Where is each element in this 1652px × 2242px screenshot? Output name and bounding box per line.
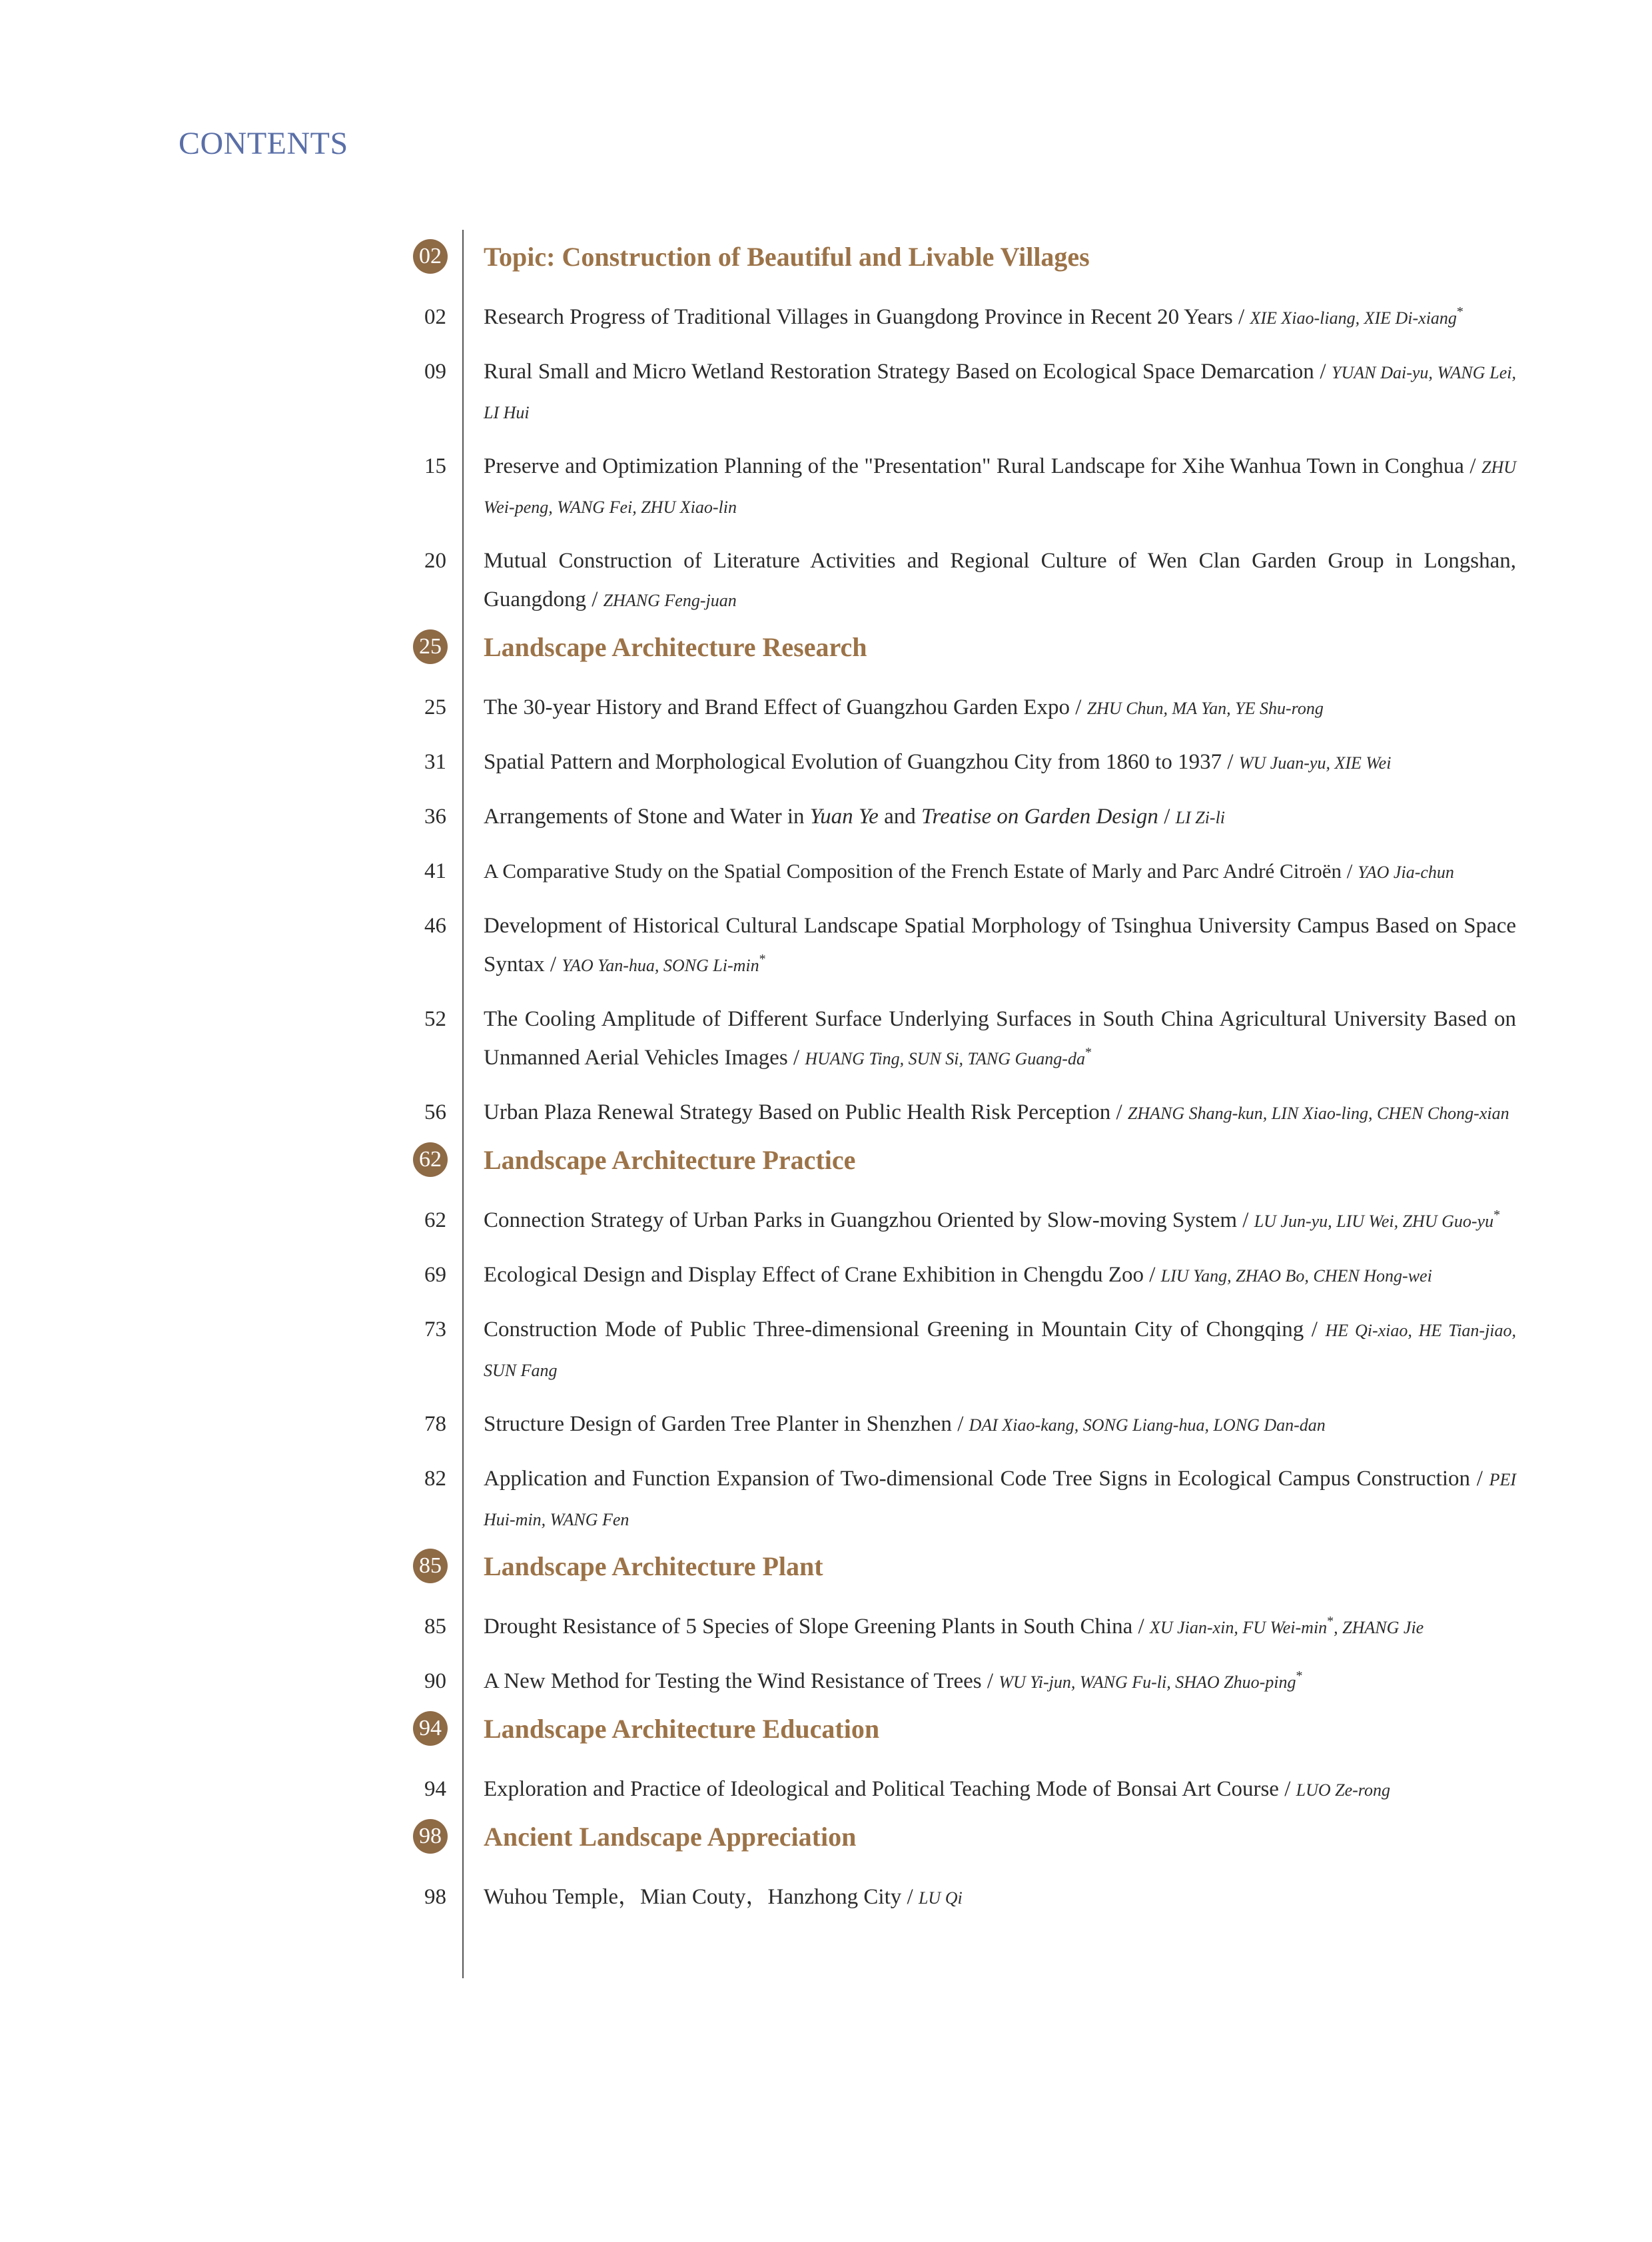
entry-authors: WU Yi-jun, WANG Fu-li, SHAO Zhuo-ping	[999, 1673, 1296, 1692]
entry-page: 46	[424, 914, 446, 938]
entry-authors: ZHU Wei-peng, WANG Fei, ZHU Xiao-lin	[484, 458, 1517, 517]
toc-entry[interactable]	[373, 743, 1519, 783]
separator: /	[1342, 859, 1358, 883]
separator: /	[1222, 750, 1239, 774]
entry-authors: YAO Jia-chun	[1358, 863, 1454, 882]
entry-page: 25	[424, 695, 446, 719]
entry-title: Connection Strategy of Urban Parks in Guangzhou Oriented by Slow-moving System	[484, 1208, 1238, 1232]
entry-title: Spatial Pattern and Morphological Evolution of Guangzhou City from 1860 to 1937	[484, 750, 1222, 774]
entry-authors: LUO Ze-rong	[1296, 1780, 1390, 1800]
entry-title: Exploration and Practice of Ideological and Political Teaching Mode of Bonsai Art Course	[484, 1777, 1279, 1801]
entry-title: Development of Historical Cultural Landscape Spatial Morphology of Tsinghua University Campus Based on Space Syntax	[484, 914, 1516, 976]
entry-authors: PEI Hui-min, WANG Fen	[484, 1470, 1517, 1529]
toc-entry[interactable]	[373, 1770, 1519, 1810]
corresponding-mark: *	[1493, 1208, 1501, 1222]
corresponding-mark: *	[1456, 304, 1463, 319]
separator: /	[586, 587, 604, 611]
entry-title: A Comparative Study on the Spatial Composition of the French Estate of Marly and Parc André Citroën	[484, 859, 1342, 883]
section-header	[373, 1133, 1519, 1186]
separator: /	[951, 1412, 969, 1436]
toc-entry[interactable]	[373, 1405, 1519, 1445]
separator: /	[981, 1669, 999, 1693]
entry-authors: ZHANG Shang-kun, LIN Xiao-ling, CHEN Chong-xian	[1127, 1104, 1509, 1123]
entry-page: 94	[424, 1777, 446, 1801]
section-title[interactable]: Topic: Construction of Beautiful and Livable Villages	[484, 241, 1090, 272]
section-title[interactable]: Landscape Architecture Research	[484, 631, 867, 662]
entry-title: Ecological Design and Display Effect of Crane Exhibition in Chengdu Zoo	[484, 1263, 1144, 1287]
section-header	[373, 1810, 1519, 1863]
entry-page: 98	[424, 1885, 446, 1909]
section-header	[373, 1702, 1519, 1755]
toc-entry[interactable]	[373, 1310, 1519, 1390]
section-page-badge: 62	[413, 1142, 448, 1177]
entry-title: Application and Function Expansion of Two-dimensional Code Tree Signs in Ecological Campus Construction	[484, 1467, 1471, 1491]
corresponding-mark: *	[759, 952, 766, 966]
entry-page: 85	[424, 1615, 446, 1639]
toc-entry[interactable]	[373, 1256, 1519, 1296]
separator: /	[1132, 1615, 1150, 1639]
section-title[interactable]: Ancient Landscape Appreciation	[484, 1821, 857, 1852]
entry-authors: LI Zi-li	[1175, 808, 1226, 827]
entry-page: 56	[424, 1100, 446, 1124]
entry-page: 15	[424, 454, 446, 478]
toc-entry[interactable]	[373, 1607, 1519, 1647]
separator: /	[1237, 1208, 1254, 1232]
section-header	[373, 1539, 1519, 1593]
separator: /	[1070, 695, 1087, 719]
separator: /	[1110, 1100, 1128, 1124]
entry-authors: HE Qi-xiao, HE Tian-jiao, SUN Fang	[484, 1321, 1517, 1380]
entry-authors: LU Jun-yu, LIU Wei, ZHU Guo-yu	[1254, 1212, 1494, 1231]
entry-title: Structure Design of Garden Tree Planter in Shenzhen	[484, 1412, 952, 1436]
entry-page: 09	[424, 360, 446, 384]
entry-page: 31	[424, 750, 446, 774]
entry-title: The Cooling Amplitude of Different Surface Underlying Surfaces in South China Agricultural University Based on Unmanned Aerial Vehicles Images	[484, 1007, 1516, 1070]
toc-entry[interactable]: 36 Arrangements of Stone and Water in Yuan Ye and Treatise on Garden Design / LI Zi-li	[373, 797, 1519, 837]
toc-entry[interactable]	[373, 1093, 1519, 1133]
toc-entry[interactable]	[373, 907, 1519, 985]
entry-page: 52	[424, 1007, 446, 1031]
entry-authors: XU Jian-xin, FU Wei-min	[1149, 1618, 1328, 1637]
corresponding-mark: *	[1327, 1614, 1334, 1629]
entry-title: Mutual Construction of Literature Activities and Regional Culture of Wen Clan Garden Group in Longshan, Guangdong	[484, 549, 1516, 611]
toc-entry[interactable]	[373, 688, 1519, 728]
entry-authors: HUANG Ting, SUN Si, TANG Guang-da	[805, 1049, 1085, 1068]
entry-title: Drought Resistance of 5 Species of Slope Greening Plants in South China	[484, 1615, 1133, 1639]
section-page-badge: 98	[413, 1819, 448, 1854]
book-title: Treatise on Garden Design	[921, 805, 1158, 829]
table-of-contents	[373, 230, 1519, 1918]
entry-title: Preserve and Optimization Planning of the "Presentation" Rural Landscape for Xihe Wanhua Town in Conghua	[484, 454, 1464, 478]
entry-title: Research Progress of Traditional Villages in Guangdong Province in Recent 20 Years	[484, 305, 1233, 329]
entry-title: A New Method for Testing the Wind Resistance of Trees	[484, 1669, 982, 1693]
entry-title: Wuhou Temple，Mian Couty，Hanzhong City	[484, 1885, 902, 1909]
entry-page: 41	[424, 859, 446, 883]
section-header	[373, 230, 1519, 283]
entry-page: 82	[424, 1467, 446, 1491]
separator: /	[1463, 454, 1481, 478]
separator: /	[1144, 1263, 1161, 1287]
section-page-badge: 94	[413, 1711, 448, 1746]
toc-entry[interactable]	[373, 352, 1519, 432]
separator: /	[544, 952, 562, 976]
toc-entry[interactable]	[373, 1459, 1519, 1539]
section-title[interactable]: Landscape Architecture Plant	[484, 1551, 823, 1581]
entry-page: 73	[424, 1317, 446, 1341]
entry-authors: YUAN Dai-yu, WANG Lei, LI Hui	[484, 363, 1516, 422]
entry-page: 69	[424, 1263, 446, 1287]
entry-authors: YAO Yan-hua, SONG Li-min	[562, 956, 759, 975]
entry-authors: LIU Yang, ZHAO Bo, CHEN Hong-wei	[1160, 1266, 1432, 1286]
entry-authors: LU Qi	[918, 1888, 963, 1908]
entry-title: Rural Small and Micro Wetland Restoration Strategy Based on Ecological Space Demarcation	[484, 360, 1314, 384]
section-header	[373, 620, 1519, 673]
entry-authors: XIE Xiao-liang, XIE Di-xiang	[1250, 308, 1457, 328]
separator: /	[1314, 360, 1332, 384]
entry-authors: DAI Xiao-kang, SONG Liang-hua, LONG Dan-dan	[969, 1415, 1326, 1435]
entry-page: 20	[424, 549, 446, 573]
separator: /	[787, 1046, 805, 1070]
toc-entry[interactable]	[373, 1662, 1519, 1702]
entry-authors: ZHANG Feng-juan	[603, 591, 737, 610]
separator: /	[901, 1885, 919, 1909]
section-title[interactable]: Landscape Architecture Education	[484, 1713, 880, 1744]
corresponding-mark: *	[1296, 1669, 1303, 1683]
toc-entry[interactable]	[373, 447, 1519, 527]
entry-title: Urban Plaza Renewal Strategy Based on Public Health Risk Perception	[484, 1100, 1111, 1124]
entry-authors: WU Juan-yu, XIE Wei	[1238, 753, 1392, 773]
section-page-badge: 02	[413, 239, 448, 274]
toc-entry[interactable]	[373, 852, 1519, 892]
entry-page: 02	[424, 305, 446, 329]
toc-entry[interactable]	[373, 542, 1519, 620]
separator: /	[1278, 1777, 1296, 1801]
toc-entry[interactable]	[373, 1201, 1519, 1241]
entry-authors: , ZHANG Jie	[1334, 1618, 1424, 1637]
book-title: Yuan Ye	[809, 805, 879, 829]
entry-title: Construction Mode of Public Three-dimensional Greening in Mountain City of Chongqing	[484, 1317, 1304, 1341]
entry-page: 62	[424, 1208, 446, 1232]
entry-page: 90	[424, 1669, 446, 1693]
corresponding-mark: *	[1084, 1045, 1092, 1060]
separator: /	[1232, 305, 1250, 329]
page-title: CONTENTS	[179, 126, 348, 161]
toc-entry[interactable]	[373, 1000, 1519, 1078]
entry-page: 78	[424, 1412, 446, 1436]
toc-entry[interactable]	[373, 1878, 1519, 1918]
separator: /	[1470, 1467, 1489, 1491]
entry-authors: ZHU Chun, MA Yan, YE Shu-rong	[1086, 699, 1324, 718]
entry-page: 36	[424, 805, 446, 829]
entry-title: Arrangements of Stone and Water in	[484, 805, 810, 829]
separator: /	[1304, 1317, 1326, 1341]
section-title[interactable]: Landscape Architecture Practice	[484, 1144, 856, 1175]
section-page-badge: 25	[413, 629, 448, 664]
toc-entry[interactable]	[373, 298, 1519, 338]
entry-title: The 30-year History and Brand Effect of Guangzhou Garden Expo	[484, 695, 1070, 719]
separator: /	[1158, 805, 1176, 829]
section-page-badge: 85	[413, 1549, 448, 1583]
